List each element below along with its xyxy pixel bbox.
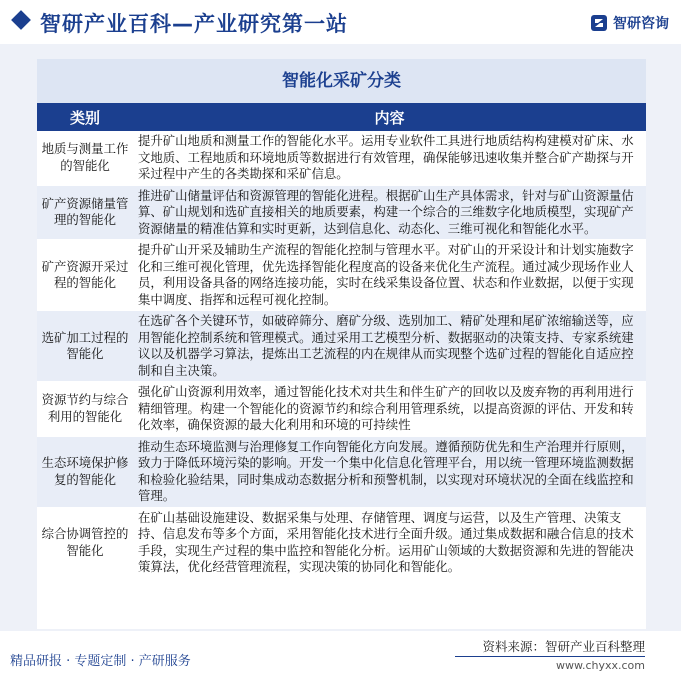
source-note: 资料来源：智研产业百科整理 <box>482 639 645 654</box>
row-category: 生态环境保护修复的智能化 <box>37 436 133 507</box>
table-row <box>37 311 646 382</box>
header-bar <box>0 0 681 44</box>
row-category: 地质与测量工作的智能化 <box>37 131 133 185</box>
row-category: 矿产资源储量管理的智能化 <box>37 185 133 240</box>
table-row <box>37 507 646 578</box>
table-row <box>37 436 646 507</box>
diamond-icon <box>11 10 31 30</box>
row-content: 推动生态环境监测与治理修复工作向智能化方向发展。遵循预防优先和生产治理并行原则，致力于降低环境污染的影响。开发一个集中化信息化管理平台，用以统一管理环境监测数据和检验化验结果，同时集成动态数据分析和预警机制，以实现对环境状况的全面在线监控和管理。 <box>133 436 646 507</box>
brand-logo[interactable] <box>590 13 669 33</box>
row-content: 推进矿山储量评估和资源管理的智能化进程。根据矿山生产具体需求，针对与矿山资源量估算、矿山规划和选矿直接相关的地质要素，构建一个综合的三维数字化地质模型，实现矿产资源储量的精准估算和实时更新，达到信息化、动态化、三维可视化和智能化水平。 <box>133 185 646 240</box>
zhiyan-logo-icon <box>590 14 608 32</box>
column-header-category: 类别 <box>37 103 133 131</box>
table-row <box>37 185 646 240</box>
row-content: 提升矿山地质和测量工作的智能化水平。运用专业软件工具进行地质结构构建模对矿床、水文地质、工程地质和环境地质等数据进行有效管理，确保能够迅速收集并整合矿产勘探与开采过程中产生的各类勘探和采矿信息。 <box>133 131 646 185</box>
website-link[interactable]: www.chyxx.com <box>555 659 645 672</box>
row-content: 在选矿各个关键环节，如破碎筛分、磨矿分级、选别加工、精矿处理和尾矿浓缩输送等，应用智能化控制系统和管理模式。通过采用工艺模型分析、数据驱动的决策支持、专家系统建议以及机器学习算法，提炼出工艺流程的内在规律从而实现整个选矿过程的智能化自适应控制和自主决策。 <box>133 311 646 382</box>
source-divider <box>455 656 645 657</box>
classification-table <box>37 103 646 579</box>
site-title: 智研产业百科—产业研究第一站 <box>40 12 348 36</box>
table-row <box>37 240 646 311</box>
brand-name: 智研咨询 <box>613 16 669 32</box>
table-title: 智能化采矿分类 <box>37 59 646 103</box>
row-content: 提升矿山开采及辅助生产流程的智能化控制与管理水平。对矿山的开采设计和计划实施数字化和三维可视化管理，优先选择智能化程度高的设备来优化生产流程。通过减少现场作业人员，利用设备具备的网络连接功能，实时在线采集设备位置、状态和作业数据，以便于实现集中调度、指挥和远程可视化控制。 <box>133 240 646 311</box>
table-header-row <box>37 103 646 131</box>
footer-bar <box>0 631 681 686</box>
row-content: 强化矿山资源利用效率，通过智能化技术对共生和伴生矿产的回收以及废弃物的再利用进行精细管理。构建一个智能化的资源节约和综合利用管理系统，以提高资源的评估、开发和转化效率，确保资源的最大化利用和环境的可持续性 <box>133 382 646 437</box>
footer-slogan: 精品研报 · 专题定制 · 产研服务 <box>10 654 191 669</box>
row-category: 选矿加工过程的智能化 <box>37 311 133 382</box>
table-row <box>37 131 646 185</box>
row-category: 综合协调管控的智能化 <box>37 507 133 578</box>
row-content: 在矿山基础设施建设、数据采集与处理、存储管理、调度与运营，以及生产管理、决策支持、信息发布等多个方面，采用智能化技术进行全面升级。通过集成数据和融合信息的技术手段，实现生产过程的集中监控和智能化分析。运用矿山领域的大数据资源和先进的智能决策算法，优化经营管理流程，实现决策的协同化和智能化。 <box>133 507 646 578</box>
table-row <box>37 382 646 437</box>
classification-panel <box>37 59 646 629</box>
row-category: 矿产资源开采过程的智能化 <box>37 240 133 311</box>
column-header-content: 内容 <box>133 103 646 131</box>
row-category: 资源节约与综合利用的智能化 <box>37 382 133 437</box>
